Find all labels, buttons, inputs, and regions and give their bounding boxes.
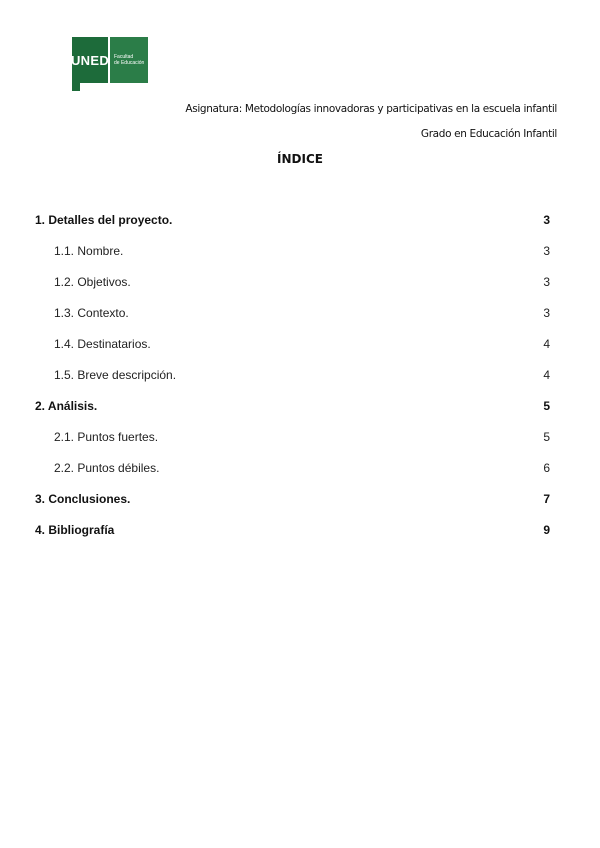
toc-entry[interactable] xyxy=(35,523,550,554)
toc-entry-label: 1.5. Breve descripción. xyxy=(54,368,177,382)
toc-entry-page: 3 xyxy=(543,275,550,289)
toc-entry[interactable] xyxy=(35,244,550,275)
toc-entry-page: 6 xyxy=(543,461,550,475)
toc-entry[interactable] xyxy=(35,275,550,306)
logo-subtitle-line1: Facultad xyxy=(114,54,134,60)
table-of-contents xyxy=(35,213,550,554)
logo-subtitle-line2: de Educación xyxy=(114,60,145,66)
toc-entry-label: 2.1. Puntos fuertes. xyxy=(54,430,159,444)
logo-brand-text: UNED xyxy=(70,52,110,68)
toc-entry[interactable] xyxy=(35,213,550,244)
toc-entry-page: 5 xyxy=(543,399,550,413)
toc-entry-label: 2.2. Puntos débiles. xyxy=(54,461,160,475)
toc-entry[interactable] xyxy=(35,492,550,523)
toc-entry[interactable] xyxy=(35,306,550,337)
toc-entry[interactable] xyxy=(35,399,550,430)
toc-entry-label: 1.3. Contexto. xyxy=(54,306,129,320)
toc-entry-label: 2. Análisis. xyxy=(35,399,98,413)
toc-entry[interactable] xyxy=(35,461,550,492)
header-subject: Asignatura: Metodologías innovadoras y participativas en la escuela infantil xyxy=(185,103,557,115)
toc-entry[interactable] xyxy=(35,368,550,399)
toc-entry-label: 1.1. Nombre. xyxy=(54,244,124,258)
toc-entry-label: 1.2. Objetivos. xyxy=(54,275,131,289)
toc-entry-label: 1.4. Destinatarios. xyxy=(54,337,151,351)
toc-entry-label: 3. Conclusiones. xyxy=(35,492,131,506)
toc-entry-page: 3 xyxy=(543,244,550,258)
header-degree: Grado en Educación Infantil xyxy=(420,128,557,140)
toc-entry-page: 3 xyxy=(543,306,550,320)
toc-entry-page: 3 xyxy=(543,213,550,227)
toc-title: ÍNDICE xyxy=(277,152,323,166)
toc-entry-page: 7 xyxy=(543,492,550,506)
toc-entry-label: 1. Detalles del proyecto. xyxy=(35,213,173,227)
logo-brand-block xyxy=(72,37,108,83)
toc-entry[interactable] xyxy=(35,337,550,368)
logo-faculty-block xyxy=(110,37,148,83)
toc-entry-page: 4 xyxy=(543,337,550,351)
toc-entry-page: 4 xyxy=(543,368,550,382)
toc-entry-label: 4. Bibliografía xyxy=(35,523,115,537)
uned-logo xyxy=(72,37,148,83)
toc-entry-page: 5 xyxy=(543,430,550,444)
toc-entry-page: 9 xyxy=(543,523,550,537)
toc-entry[interactable] xyxy=(35,430,550,461)
